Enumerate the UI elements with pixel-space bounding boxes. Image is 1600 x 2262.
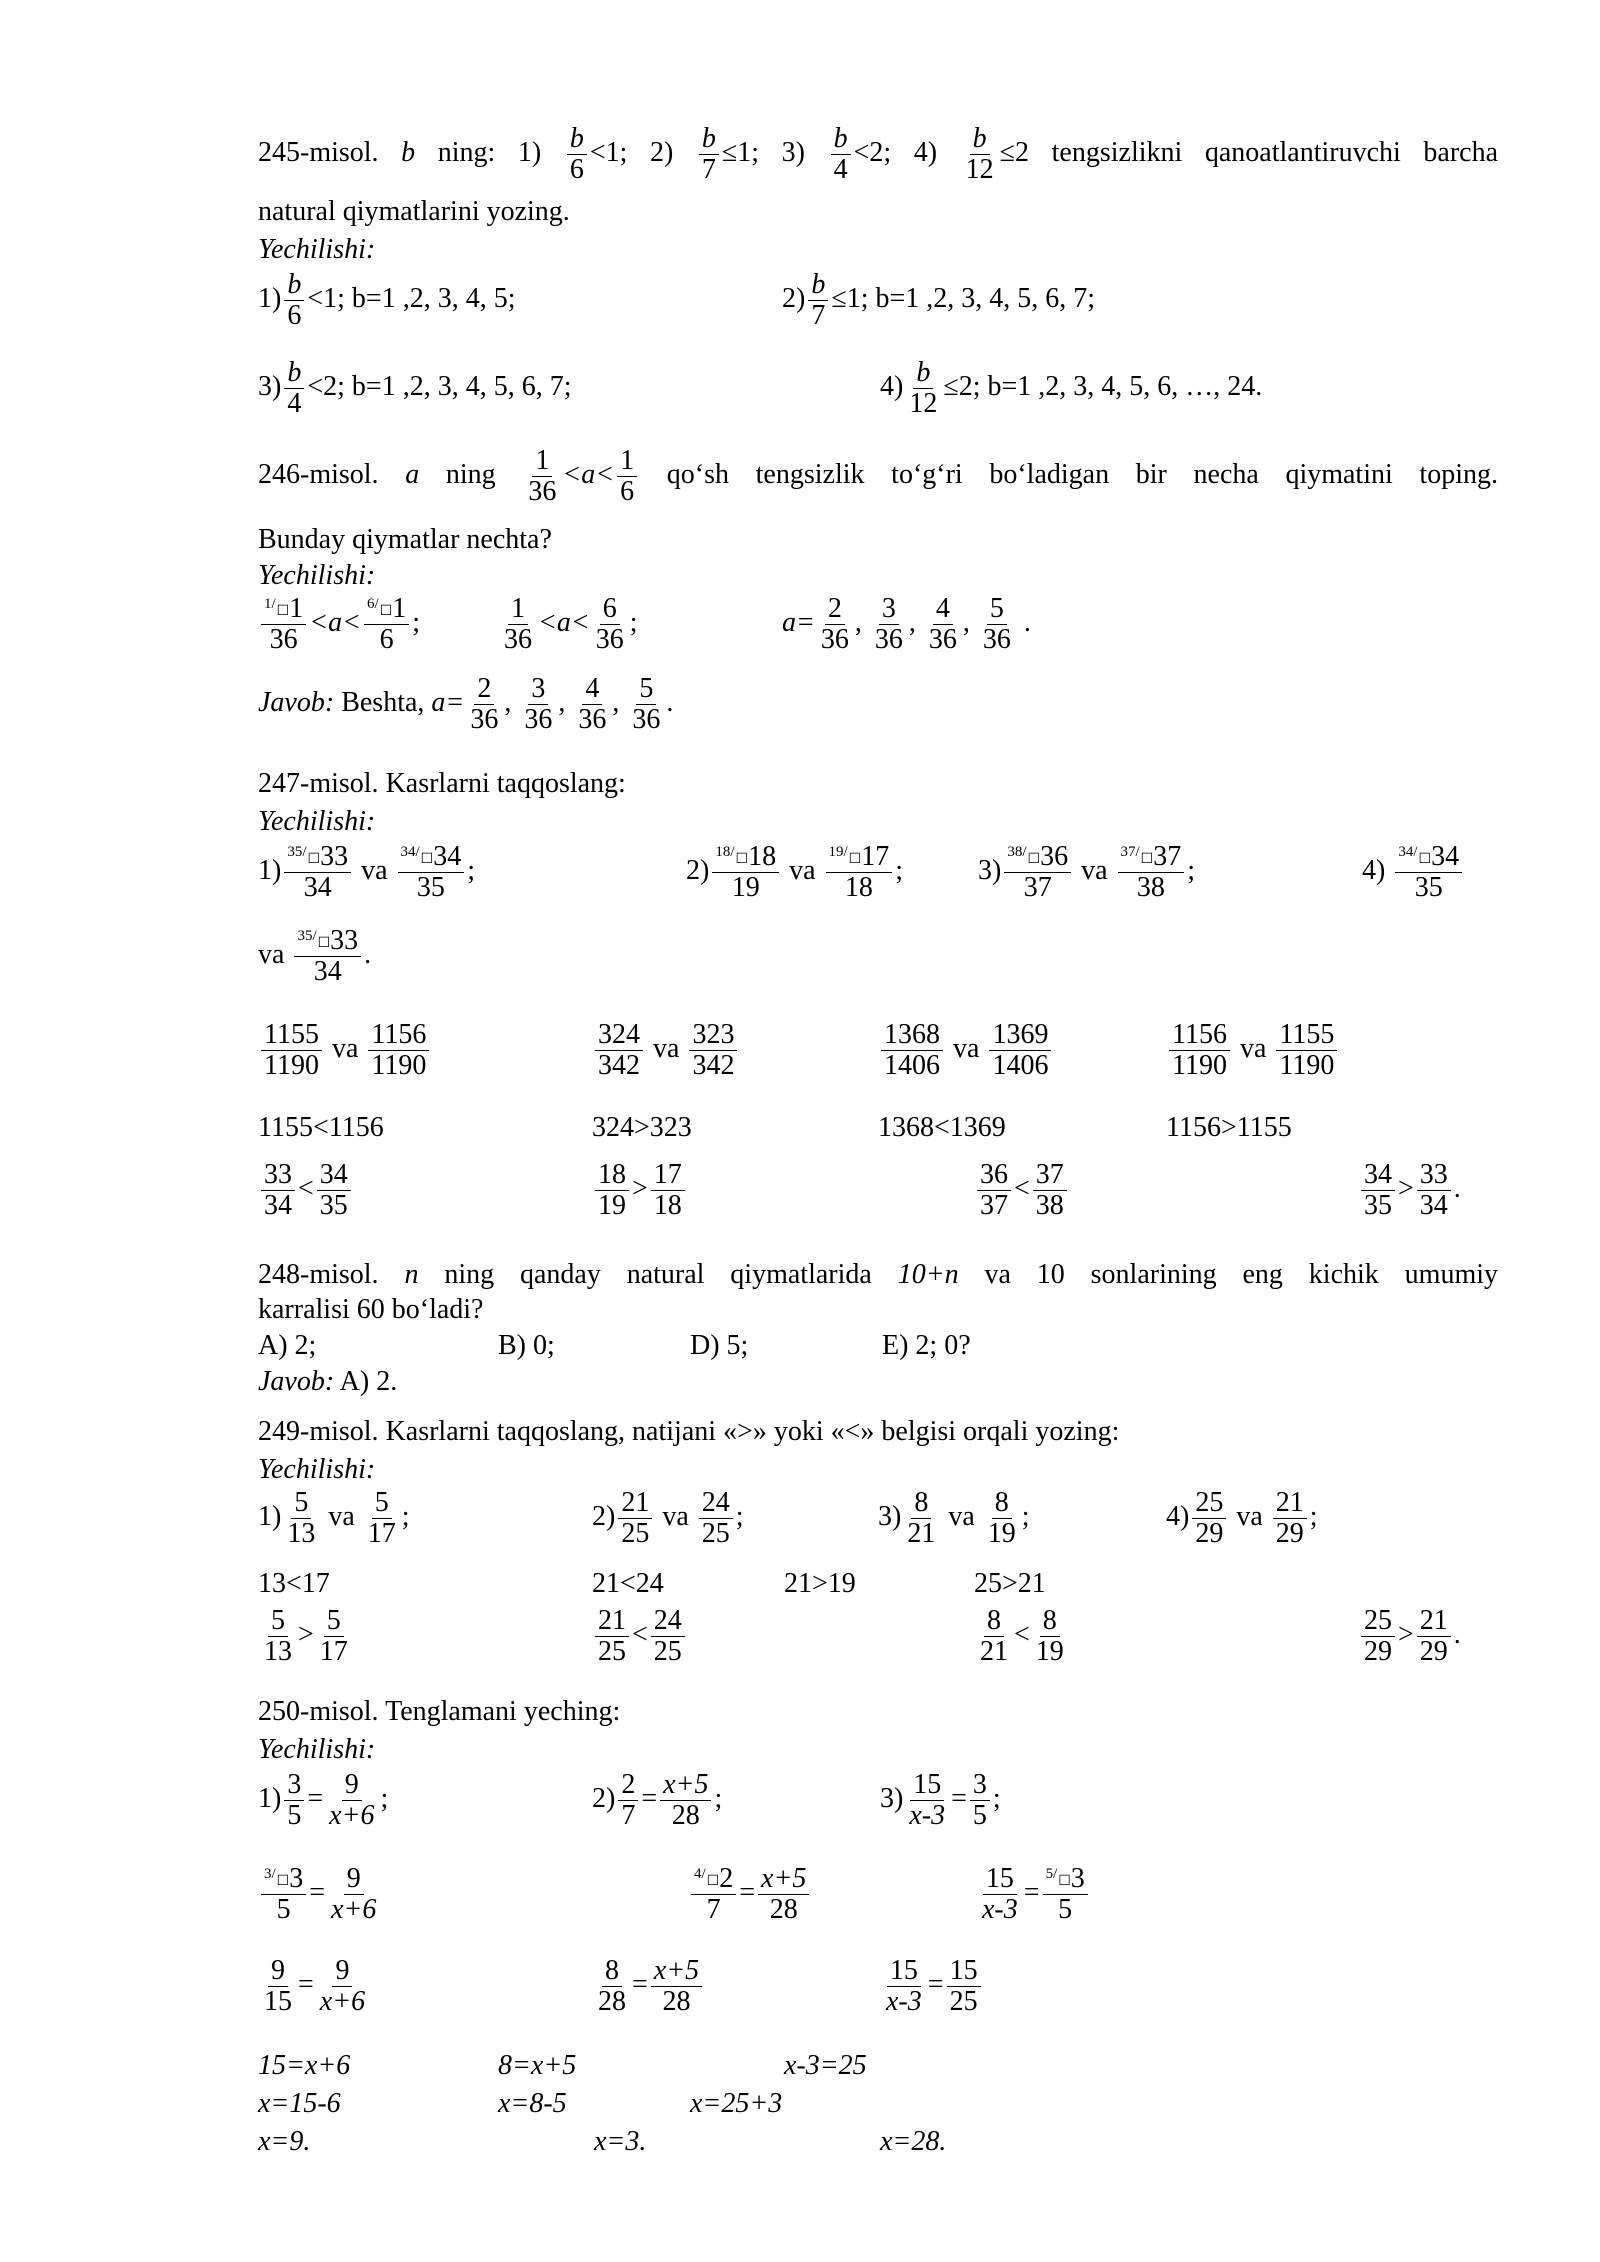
result: $\frac{25}{29}$ > $\frac{21}{29}$ .	[1358, 1606, 1461, 1667]
answer-line: Javob: A) 2.	[258, 1366, 398, 1397]
problem-248-statement: 248-misol. n ning qanday natural qiymatlarida 10+n va 10 sonlarining eng kichik umumiy	[258, 1259, 1498, 1290]
solution-line: 1) $\frac{b}{6}$ <1; b=1 ,2, 3, 4, 5;	[258, 269, 516, 332]
solution-line: $\frac{324}{342}$ va $\frac{323}{342}$	[592, 1020, 740, 1081]
equation-step: $\frac{15}{x-3}$ = $\frac{15}{25}$	[880, 1956, 984, 2017]
result: $\frac{33}{34}$ < $\frac{34}{35}$	[258, 1160, 354, 1221]
solution-line: 4) $\frac{25}{29}$ va $\frac{21}{29}$ ;	[1166, 1487, 1318, 1550]
problem-title: 250-misol.	[258, 1696, 379, 1727]
fraction: $\frac{b}{6}$	[567, 124, 587, 185]
problem-title: 249-misol.	[258, 1416, 379, 1447]
fraction: $\frac{b}{12}$	[965, 123, 994, 186]
problem-title: 246-misol.	[258, 459, 379, 491]
problem-245-statement: 245-misol. b ning: 1) $\frac{b}{6}$ <1; 2) $\frac{b}{7}$ ≤1; 3) $\frac{b}{4}$ <2; 4) $\frac{b}{12}$ ≤2 tengsizlikni qanoatlantiruvchi barcha	[258, 123, 1499, 186]
comparison: 13<17	[258, 1568, 330, 1599]
result: $\frac{36}{37}$ < $\frac{37}{38}$	[974, 1160, 1070, 1221]
solution-label: Yechilishi:	[258, 1734, 376, 1765]
equation-step: $\frac{8}{28}$ = $\frac{x+5}{28}$	[592, 1956, 705, 2017]
comparison: 1155<1156	[258, 1112, 384, 1143]
problem-246-text: Bunday qiymatlar nechta?	[258, 524, 552, 555]
solution-line: 1) $\frac{5}{13}$ va $\frac{5}{17}$ ;	[258, 1487, 410, 1550]
solution-line: a= $\frac{2}{36}$ , $\frac{3}{36}$ , $\frac{4}{36}$ , $\frac{5}{36}$ .	[782, 593, 1031, 656]
problem-title: 245-misol.	[258, 137, 379, 169]
comparison: 1368<1369	[878, 1112, 1006, 1143]
option-e: E) 2; 0?	[882, 1330, 971, 1361]
problem-title: 248-misol.	[258, 1259, 379, 1290]
equation: 1) $\frac{3}{5}$ = $\frac{9}{x+6}$ ;	[258, 1769, 389, 1832]
solution-line: 3) $\frac{^{38/}☐36}{37}$ va $\frac{^{37/}☐37}{38}$ ;	[978, 841, 1196, 904]
equation-step: $\frac{^{4/}☐2}{7}$ = $\frac{x+5}{28}$	[688, 1864, 812, 1925]
equation: 3) $\frac{15}{x-3}$ = $\frac{3}{5}$ ;	[880, 1769, 1001, 1832]
comparison: 1156>1155	[1166, 1112, 1292, 1143]
equation-step: 8=x+5	[498, 2050, 577, 2081]
problem-249-statement: 249-misol. Kasrlarni taqqoslang, natijani «>» yoki «<» belgisi orqali yozing:	[258, 1416, 1120, 1447]
problem-245-text: natural qiymatlarini yozing.	[258, 196, 570, 227]
equation-step: x-3=25	[784, 2050, 867, 2081]
result: $\frac{8}{21}$ < $\frac{8}{19}$	[980, 1605, 1064, 1668]
problem-246-statement: 246-misol. a ning $\frac{1}{36}$ <a< $\frac{1}{6}$ qo‘sh tengsizlik to‘g‘ri bo‘ladigan bir necha qiymatini toping.	[258, 445, 1498, 508]
solution-label: Yechilishi:	[258, 234, 376, 265]
equation-step: x=28.	[880, 2126, 947, 2157]
comparison: 324>323	[592, 1112, 692, 1143]
comparison: 21>19	[784, 1568, 856, 1599]
equation-step: $\frac{9}{15}$ = $\frac{9}{x+6}$	[264, 1955, 366, 2018]
solution-line: 4) $\frac{^{34/}☐34}{35}$	[1362, 842, 1465, 903]
solution-line: 2) $\frac{^{18/}☐18}{19}$ va $\frac{^{19/}☐17}{18}$ ;	[686, 841, 904, 904]
comparison: 25>21	[974, 1568, 1046, 1599]
result: $\frac{5}{13}$ > $\frac{5}{17}$	[264, 1605, 348, 1668]
result: $\frac{18}{19}$ > $\frac{17}{18}$	[592, 1160, 688, 1221]
solution-label: Yechilishi:	[258, 806, 376, 837]
result: $\frac{34}{35}$ > $\frac{33}{34}$ .	[1358, 1160, 1461, 1221]
solution-line: 2) $\frac{21}{25}$ va $\frac{24}{25}$ ;	[592, 1487, 744, 1550]
equation-step: $\frac{15}{x-3}$ = $\frac{^{5/}☐3}{5}$	[976, 1864, 1091, 1925]
solution-label: Yechilishi:	[258, 1454, 376, 1485]
option-b: B) 0;	[498, 1330, 555, 1361]
equation-step: $\frac{^{3/}☐3}{5}$ = $\frac{9}{x+6}$	[258, 1864, 382, 1925]
fraction: $\frac{b}{7}$	[699, 124, 719, 185]
option-a: A) 2;	[258, 1330, 317, 1361]
solution-line: 1) $\frac{^{35/}☐33}{34}$ va $\frac{^{34/}☐34}{35}$ ;	[258, 841, 476, 904]
equation-step: 15=x+6	[258, 2050, 351, 2081]
solution-line: 2) $\frac{b}{7}$ ≤1; b=1 ,2, 3, 4, 5, 6, 7;	[782, 269, 1096, 332]
solution-line: $\frac{1155}{1190}$ va $\frac{1156}{1190}$	[258, 1020, 432, 1081]
equation-step: x=25+3	[690, 2088, 783, 2119]
equation-step: x=3.	[594, 2126, 647, 2157]
solution-line: 3) $\frac{8}{21}$ va $\frac{8}{19}$ ;	[878, 1487, 1030, 1550]
equation-step: x=9.	[258, 2126, 311, 2157]
solution-line: va $\frac{^{35/}☐33}{34}$ .	[258, 925, 372, 988]
problem-250-statement: 250-misol. Tenglamani yeching:	[258, 1696, 621, 1727]
problem-248-text: karralisi 60 bo‘ladi?	[258, 1294, 484, 1325]
fraction: $\frac{b}{4}$	[831, 124, 851, 185]
comparison: 21<24	[592, 1568, 664, 1599]
solution-label: Yechilishi:	[258, 560, 376, 591]
problem-title: 247-misol.	[258, 768, 379, 799]
solution-line: 3) $\frac{b}{4}$ <2; b=1 ,2, 3, 4, 5, 6, 7;	[258, 357, 572, 420]
solution-line: 4) $\frac{b}{12}$ ≤2; b=1 ,2, 3, 4, 5, 6, …, 24.	[880, 357, 1263, 420]
option-d: D) 5;	[690, 1330, 749, 1361]
solution-line: $\frac{^{1/}☐1}{36}$ <a< $\frac{^{6/}☐1}{6}$ ;	[258, 594, 420, 655]
solution-line: $\frac{1156}{1190}$ va $\frac{1155}{1190}$	[1166, 1020, 1340, 1081]
result: $\frac{21}{25}$ < $\frac{24}{25}$	[592, 1606, 688, 1667]
solution-line: $\frac{1}{36}$ <a< $\frac{6}{36}$ ;	[504, 593, 638, 656]
equation: 2) $\frac{2}{7}$ = $\frac{x+5}{28}$ ;	[592, 1769, 723, 1832]
equation-step: x=8-5	[498, 2088, 567, 2119]
solution-line: $\frac{1368}{1406}$ va $\frac{1369}{1406}$	[878, 1020, 1054, 1081]
problem-247-statement: 247-misol. Kasrlarni taqqoslang:	[258, 768, 626, 799]
answer-line: Javob: Beshta, a= $\frac{2}{36}$ , $\frac{3}{36}$ , $\frac{4}{36}$ , $\frac{5}{36}$ .	[258, 673, 674, 736]
equation-step: x=15-6	[258, 2088, 341, 2119]
